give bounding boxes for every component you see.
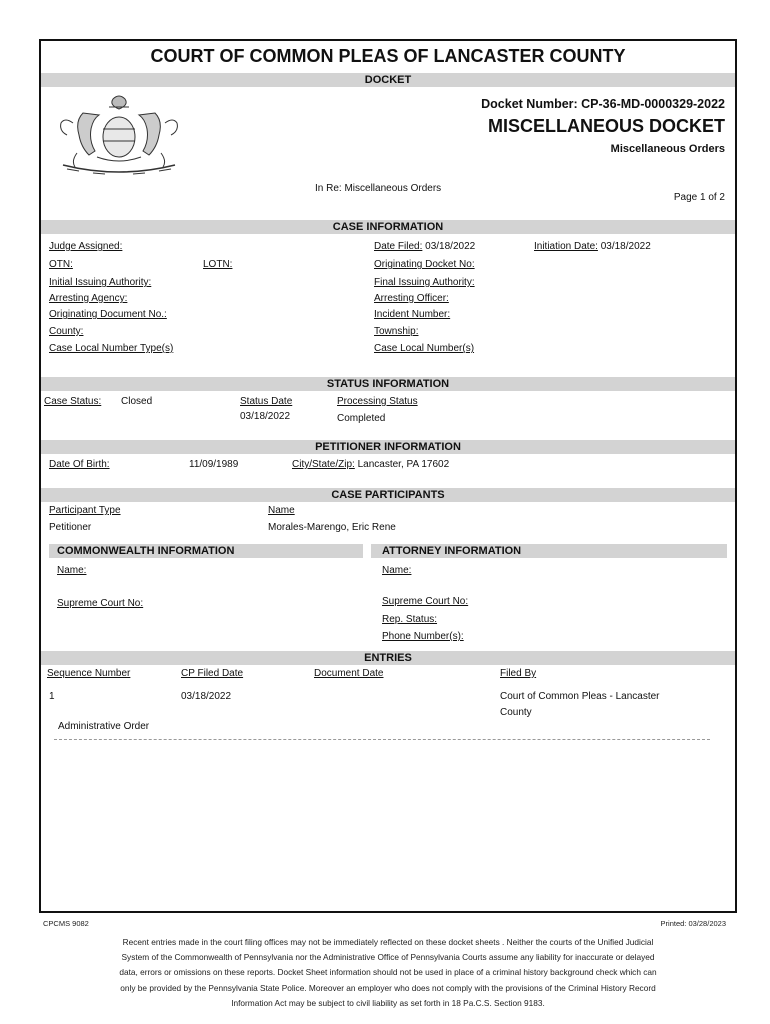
petitioner-information-bar: PETITIONER INFORMATION — [41, 440, 735, 454]
participant-name-value: Morales-Marengo, Eric Rene — [268, 522, 396, 533]
case-local-number-types-label: Case Local Number Type(s) — [49, 343, 174, 354]
participant-type-value: Petitioner — [49, 522, 92, 533]
docket-subtype: Miscellaneous Orders — [610, 143, 725, 155]
status-date-value: 03/18/2022 — [240, 411, 291, 422]
document-date-header: Document Date — [314, 668, 384, 679]
initial-issuing-authority-label: Initial Issuing Authority: — [49, 277, 152, 288]
rep-status-label: Rep. Status: — [382, 614, 438, 625]
dob-label: Date Of Birth: — [49, 459, 110, 470]
initiation-date-value: 03/18/2022 — [600, 241, 651, 252]
initiation-date — [534, 241, 651, 252]
participant-name-label: Name — [268, 505, 295, 516]
attorney-information-bar — [371, 544, 727, 558]
filed-by-header: Filed By — [500, 668, 537, 679]
docket-type: MISCELLANEOUS DOCKET — [487, 116, 725, 136]
county-label: County: — [49, 326, 84, 337]
docket-frame — [39, 39, 737, 913]
pennsylvania-seal-icon — [53, 93, 185, 175]
commonwealth-information-title: COMMONWEALTH INFORMATION — [57, 545, 235, 557]
entry-cp-filed-date: 03/18/2022 — [181, 691, 232, 702]
printed-date: Printed: 03/28/2023 — [660, 919, 726, 928]
disclaimer-line-5: Information Act may be subject to civil liability as set forth in 18 Pa.C.S. Section 9183. — [231, 997, 545, 1008]
city-state-zip-label: City/State/Zip: — [292, 459, 355, 470]
entry-sequence: 1 — [49, 691, 55, 702]
status-date-label: Status Date — [240, 396, 293, 407]
docket-number: Docket Number: CP-36-MD-0000329-2022 — [481, 97, 725, 111]
city-state-zip — [292, 459, 449, 470]
commonwealth-supreme-court-label: Supreme Court No: — [57, 598, 144, 609]
attorney-supreme-court-label: Supreme Court No: — [382, 596, 469, 607]
originating-document-label: Originating Document No.: — [49, 309, 167, 320]
township-label: Township: — [374, 326, 419, 337]
case-participants-bar: CASE PARTICIPANTS — [41, 488, 735, 502]
city-state-zip-value: Lancaster, PA 17602 — [357, 459, 450, 470]
case-local-numbers-label: Case Local Number(s) — [374, 343, 475, 354]
dob-value: 11/09/1989 — [189, 459, 239, 470]
processing-status-label: Processing Status — [337, 396, 418, 407]
date-filed-label: Date Filed: — [374, 241, 423, 252]
cp-filed-date-header: CP Filed Date — [181, 668, 244, 679]
final-issuing-authority-label: Final Issuing Authority: — [374, 277, 475, 288]
attorney-information-title: ATTORNEY INFORMATION — [382, 545, 522, 557]
form-id: CPCMS 9082 — [43, 919, 89, 928]
commonwealth-information-bar — [49, 544, 363, 558]
entry-divider — [54, 739, 710, 740]
court-title: COURT OF COMMON PLEAS OF LANCASTER COUNTY — [150, 46, 626, 66]
date-filed-value: 03/18/2022 — [425, 241, 476, 252]
entry-filed-by-line2: County — [500, 707, 532, 718]
case-status-value: Closed — [121, 396, 153, 407]
attorney-name-label: Name: — [382, 565, 412, 576]
judge-assigned-label: Judge Assigned: — [49, 241, 123, 252]
arresting-officer-label: Arresting Officer: — [374, 293, 449, 304]
entry-description: Administrative Order — [58, 721, 150, 732]
docket-bar: DOCKET — [41, 73, 735, 87]
disclaimer-line-1: Recent entries made in the court filing offices may not be immediately reflected on these docket sheets . Neither the courts of the Unified Judicial — [122, 937, 654, 947]
case-information-bar: CASE INFORMATION — [41, 220, 735, 234]
page-indicator: Page 1 of 2 — [673, 192, 725, 203]
status-information-bar: STATUS INFORMATION — [41, 377, 735, 391]
commonwealth-name-label: Name: — [57, 565, 87, 576]
case-status-label: Case Status: — [44, 396, 102, 407]
entries-bar: ENTRIES — [41, 651, 735, 665]
otn-label: OTN: — [49, 259, 73, 270]
lotn-label: LOTN: — [203, 259, 233, 270]
originating-docket-label: Originating Docket No: — [374, 259, 475, 270]
participant-type-label: Participant Type — [49, 505, 121, 516]
footer-disclaimer — [70, 935, 706, 1011]
processing-status-value: Completed — [337, 413, 386, 424]
date-filed — [374, 241, 475, 252]
entry-filed-by-line1: Court of Common Pleas - Lancaster — [500, 691, 660, 702]
disclaimer-line-2: System of the Commonwealth of Pennsylvania nor the Administrative Office of Pennsylvania Courts assume any liability for inaccurate or delayed — [121, 952, 655, 963]
in-re-line: In Re: Miscellaneous Orders — [315, 183, 442, 194]
arresting-agency-label: Arresting Agency: — [49, 293, 128, 304]
initiation-date-label: Initiation Date: — [534, 241, 598, 252]
disclaimer-line-3: data, errors or omissions on these reports. Docket Sheet information should not be used in place of a criminal history background check which can — [119, 967, 657, 978]
incident-number-label: Incident Number: — [374, 309, 451, 320]
phone-numbers-label: Phone Number(s): — [382, 631, 464, 642]
disclaimer-line-4: only be provided by the Pennsylvania State Police. Moreover an employer who does not comply with the provisions of the Criminal History Record — [120, 982, 656, 993]
sequence-number-header: Sequence Number — [47, 668, 131, 679]
